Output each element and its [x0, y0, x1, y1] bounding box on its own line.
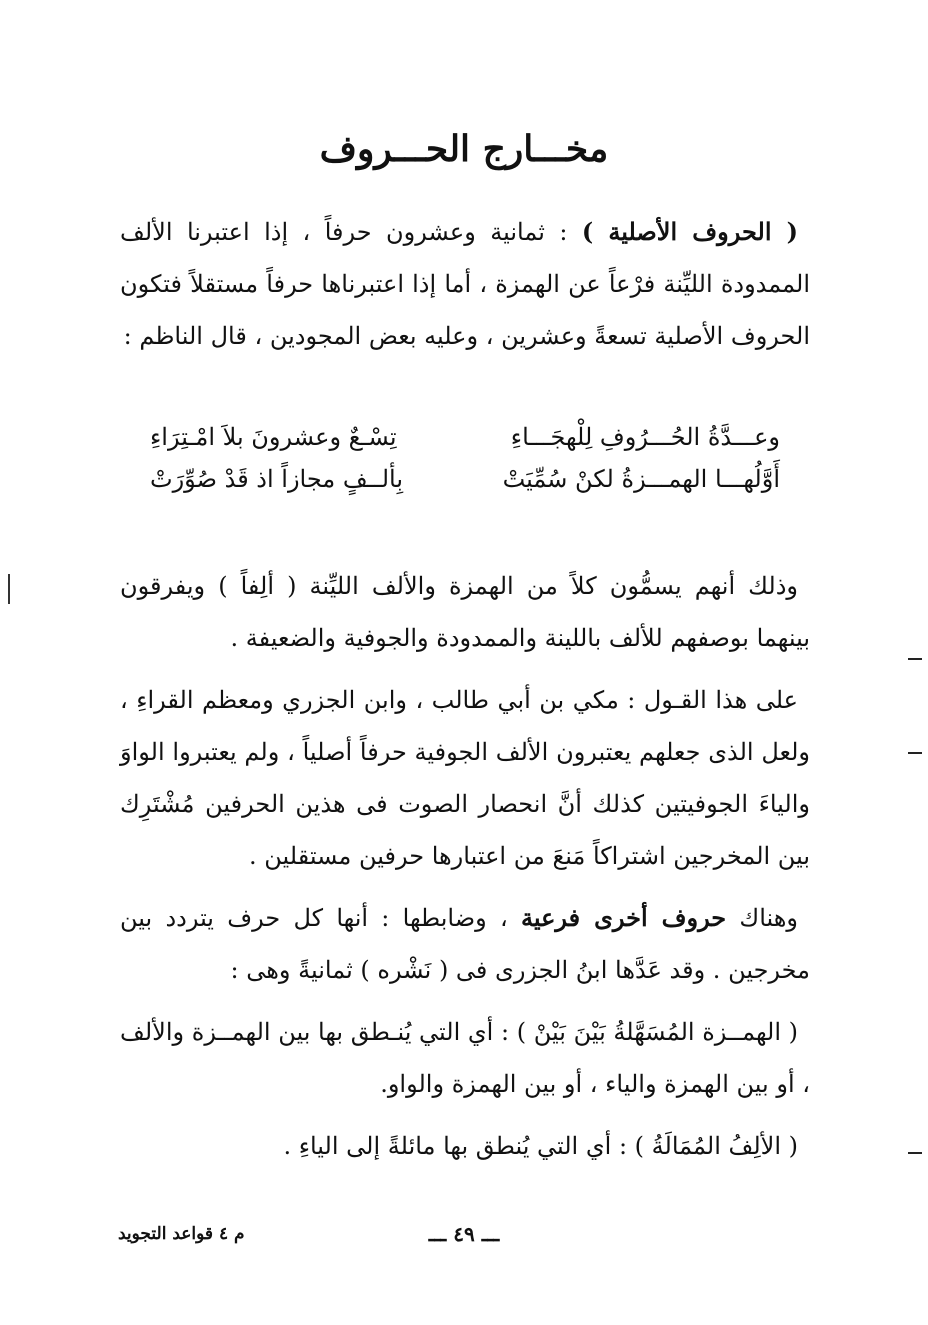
paragraph: ( الهمــزة المُسَهَّلةُ بَيْنَ بَيْنْ ) : أي التي يُنـطق بها بين الهمــزة والألف ، أو بين الهمزة والياء ، أو بين الهمزة والواو. — [120, 1018, 810, 1098]
page-footer — [0, 1222, 928, 1252]
bold-term: ( الحروف الأصلية ) — [581, 217, 799, 246]
book-signature: م ٤ قواعد التجويد — [118, 1224, 245, 1244]
page-title: مخـــارج الحـــروف — [319, 128, 609, 170]
main-body — [120, 560, 810, 1182]
paragraph-text: : ثمانية وعشرون حرفاً ، إذا اعتبرنا الألف الممدودة الليِّنة فرْعاً عن الهمزة ، أما إذا اعتبرناها حرفاً مستقلاً فتكون الحروف الأصلية تسعةً وعشرين ، وعليه بعض المجودين ، قال الناظم : — [120, 218, 810, 350]
paragraph: وذلك أنهم يسمُّون كلاً من الهمزة والألف الليِّنة ( ألِفاً ) ويفرقون بينهما بوصفهم للألف باللينة والممدودة والجوفية والضعيفة . — [120, 572, 810, 652]
intro-paragraph — [120, 206, 810, 362]
page-number: ـــ ٤٩ ـــ — [428, 1222, 500, 1246]
scan-edge-mark — [908, 658, 922, 660]
verse-first-hemistich: وعـــدَّةُ الحُـــرُوفِ لِلْهجَـــاءِ — [510, 423, 780, 451]
paragraph: ( الألِفُ المُمَالَةُ ) : أي التي يُنطق بها مائلةً إلى الياءِ . — [283, 1132, 798, 1160]
paragraph-sub-letters — [120, 892, 810, 996]
verse-first-hemistich: أَوَّلُهـــا الهمـــزةُ لكنْ سُمِّيَتْ — [502, 465, 780, 493]
verse-line — [150, 416, 780, 458]
verse-second-hemistich: تِسْـعٌ وعشرونَ بلاَ امْـتِرَاءِ — [150, 423, 397, 451]
verse-line — [150, 458, 780, 500]
paragraph-text: ، وضابطها : أنها كل حرف يتردد بين مخرجين . وقد عَدَّها ابنُ الجزرى فى ( نَشْره ) ثمانيةً وهى : — [120, 904, 810, 984]
scan-edge-mark — [8, 574, 10, 604]
paragraph-text: وهناك — [726, 904, 798, 932]
paragraph: على هذا القـول : مكي بن أبي طالب ، وابن الجزري ومعظم القراءِ ، ولعل الذى جعلهم يعتبرون الألف الجوفية حرفاً أصلياً ، ولم يعتبروا الواوَ والياءَ الجوفيتين كذلك أنَّ انحصار الصوت فى هذين الحرفين مُشْتَرِك بين المخرجين اشتراكاً مَنعَ من اعتبارها حرفين مستقلين . — [120, 686, 811, 870]
scan-edge-mark — [908, 1152, 922, 1154]
bold-term: حروف أخرى فرعية — [520, 903, 727, 932]
scan-edge-mark — [908, 752, 922, 754]
paragraph-original-letters — [120, 206, 810, 362]
poem-verses — [150, 416, 780, 500]
verse-second-hemistich: بِألــفٍ مجازاً اذ قَدْ صُوِّرَتْ — [150, 465, 404, 493]
